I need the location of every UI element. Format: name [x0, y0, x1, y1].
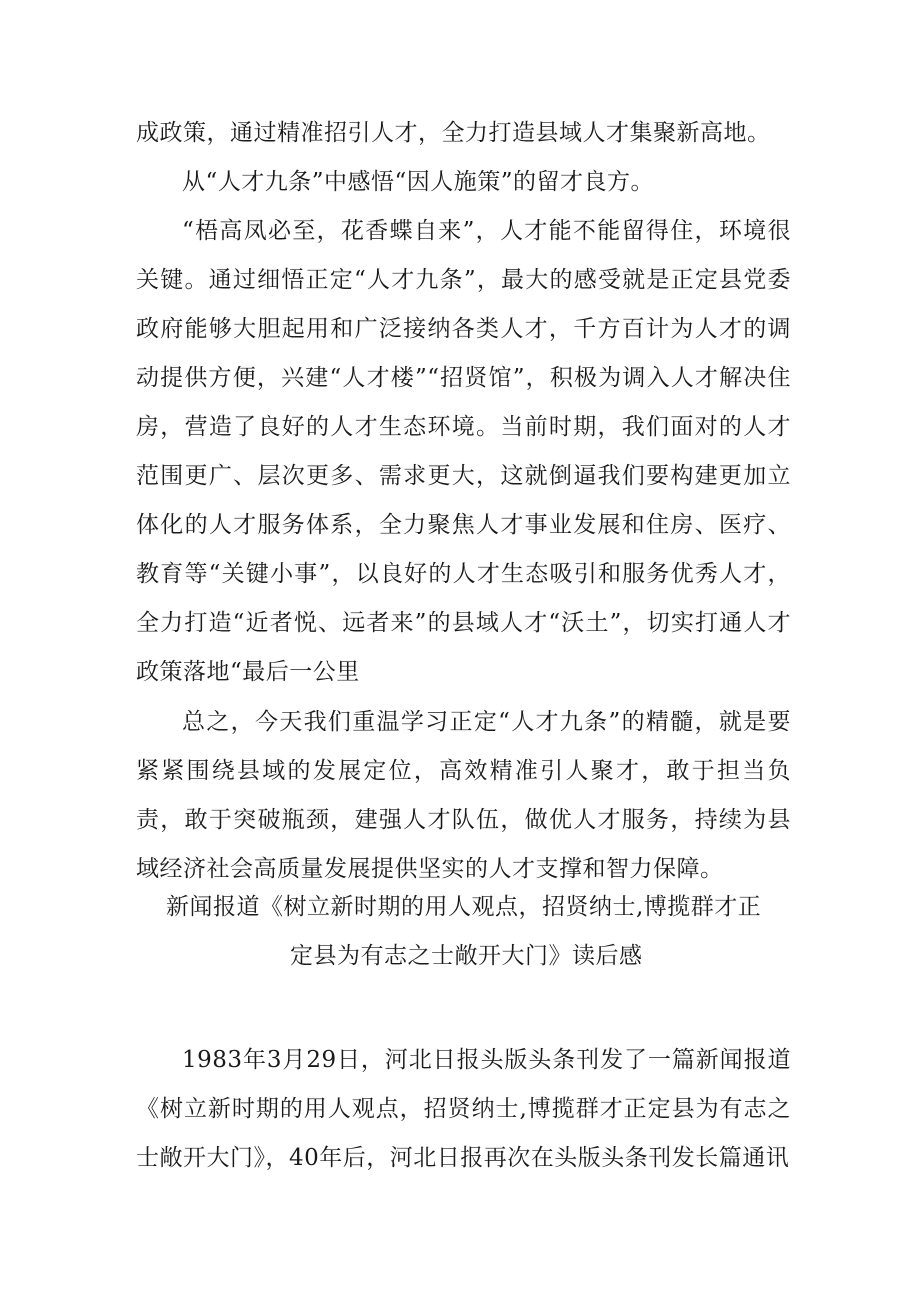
paragraph-environment: “梧高凤必至，花香蝶自来”，人才能不能留得住，环境很关键。通过细悟正定“人才九条”，最大的感受就是正定县党委政府能够大胆起用和广泛接纳各类人才，千方百计为人才的调动提供方便，兴建“人才楼”“招贤馆”，积极为调入人才解决住房，营造了良好的人才生态环境。当前时期，我们面对的人才范围更广、层次更多、需求更大，这就倒逼我们要构建更加立体化的人才服务体系，全力聚焦人才事业发展和住房、医疗、教育等“关键小事”，以良好的人才生态吸引和服务优秀人才，全力打造“近者悦、远者来”的县域人才“沃土”，切实打通人才政策落地“最后一公里	[136, 218, 791, 685]
paragraph-conclusion: 总之，今天我们重温学习正定“人才九条”的精髓，就是要紧紧围绕县域的发展定位，高效精准引人聚才，敢于担当负责，敢于突破瓶颈，建强人才队伍，做优人才服务，持续为县域经济社会高质量发展提供坚实的人才支撑和智力保障。	[136, 709, 791, 882]
article-title-line-1: 新闻报道《树立新时期的用人观点，招贤纳士,博揽群才正	[166, 894, 762, 920]
paragraph-continuation: 成政策，通过精准招引人才，全力打造县域人才集聚新高地。	[136, 120, 771, 146]
paragraph-heading: 从“人才九条”中感悟“因人施策”的留才良方。	[182, 169, 655, 195]
paragraph-intro: 1983年3月29日，河北日报头版头条刊发了一篇新闻报道《树立新时期的用人观点，招贤纳士,博揽群才正定县为有志之士敞开大门》，40年后，河北日报再次在头版头条刊发长篇通讯	[136, 1047, 791, 1171]
article-title-line-2: 定县为有志之士敞开大门》读后感	[290, 943, 643, 969]
